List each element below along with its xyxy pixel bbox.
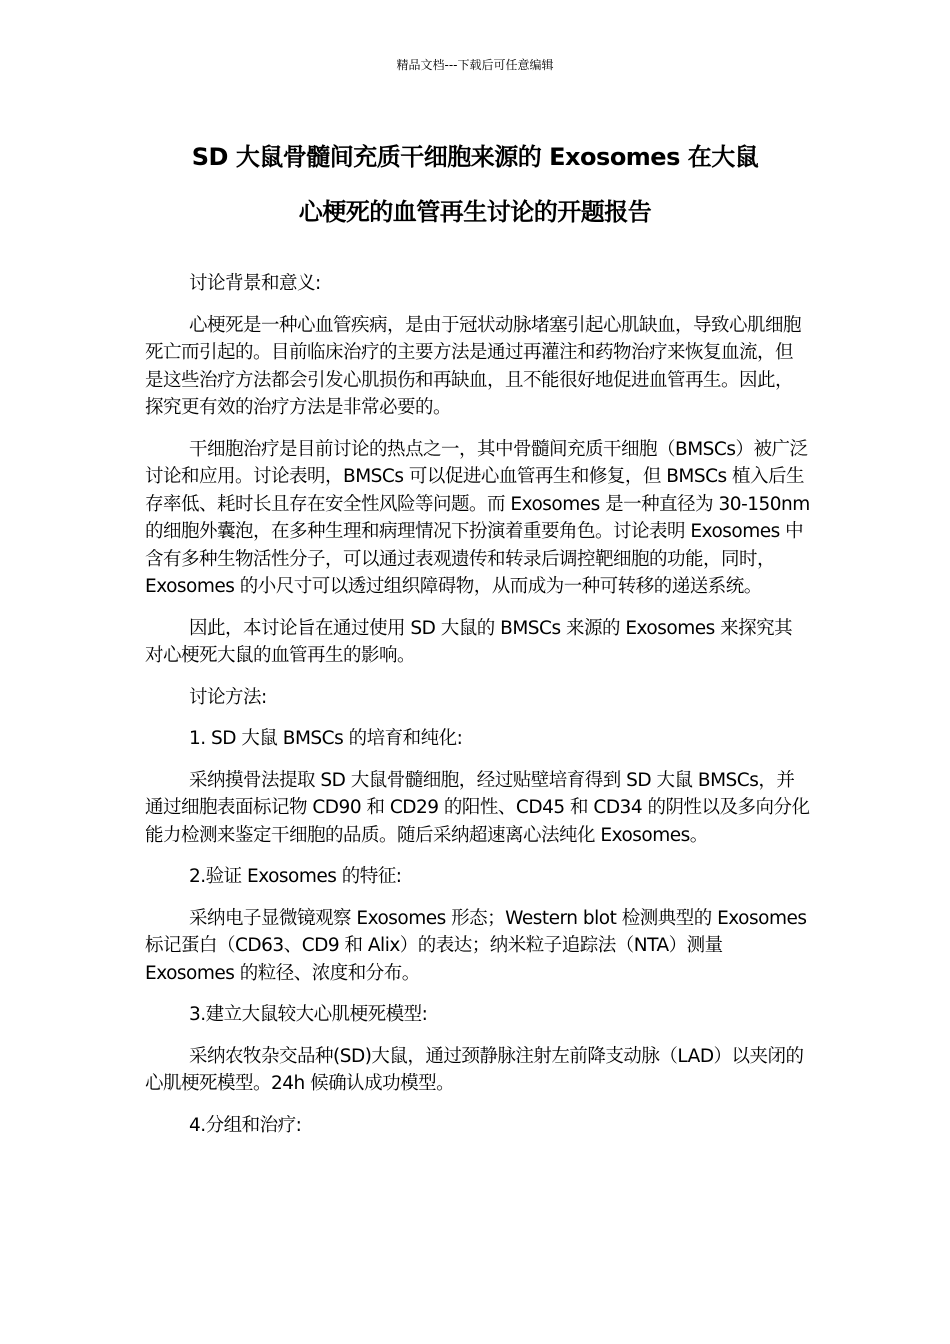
background-heading: 讨论背景和意义: [189, 273, 321, 294]
paragraph: 采纳农牧杂交品种(SD)大鼠，通过颈静脉注射左前降支动脉（LAD）以夹闭的心肌梗死模型。24h 候确认成功模型。 [145, 1045, 804, 1094]
method-1-heading: 1. SD 大鼠 BMSCs 的培育和纯化: [189, 728, 463, 749]
paragraph: 采纳电子显微镜观察 Exosomes 形态；Western blot 检测典型的 Exosomes 标记蛋白（CD63、CD9 和 Alix）的表达；纳米粒子追踪法（NTA）测量 Exosomes 的粒径、浓度和分布。 [145, 907, 807, 984]
title-line-2: 心梗死的血管再生讨论的开题报告 [298, 198, 652, 226]
method-2-heading: 2.验证 Exosomes 的特征: [189, 866, 402, 887]
method-4-heading: 4.分组和治疗: [189, 1114, 302, 1136]
title-line-1: SD 大鼠骨髓间充质干细胞来源的 Exosomes 在大鼠 [191, 143, 759, 171]
paragraph: 因此，本讨论旨在通过使用 SD 大鼠的 BMSCs 来源的 Exosomes 来探究其对心梗死大鼠的血管再生的影响。 [145, 617, 793, 666]
paragraph: 心梗死是一种心血管疾病，是由于冠状动脉堵塞引起心肌缺血，导致心肌细胞死亡而引起的。目前临床治疗的主要方法是通过再灌注和药物治疗来恢复血流，但是这些治疗方法都会引发心肌损伤和再缺血，且不能很好地促进血管再生。因此，探究更有效的治疗方法是非常必要的。 [145, 314, 802, 418]
method-3-heading: 3.建立大鼠较大心肌梗死模型: [189, 1004, 428, 1025]
methods-heading: 讨论方法: [189, 686, 267, 708]
paragraph: 采纳摸骨法提取 SD 大鼠骨髓细胞，经过贴壁培育得到 SD 大鼠 BMSCs，并通过细胞表面标记物 CD90 和 CD29 的阳性、CD45 和 CD34 的阴性以及多向分化能力检测来鉴定干细胞的品质。随后采纳超速离心法纯化 Exosomes。 [145, 769, 810, 846]
page-header: 精品文档---下载后可任意编辑 [396, 58, 554, 72]
paragraph: 干细胞治疗是目前讨论的热点之一，其中骨髓间充质干细胞（BMSCs）被广泛讨论和应用。讨论表明，BMSCs 可以促进心血管再生和修复，但 BMSCs 植入后生存率低、耗时长且存在安全性风险等问题。而 Exosomes 是一种直径为 30-150nm 的细胞外囊泡，在多种生理和病理情况下扮演着重要角色。讨论表明 Exosomes 中含有多种生物活性分子，可以通过表观遗传和转录后调控靶细胞的功能，同时，Exosomes 的小尺寸可以透过组织障碍物，从而成为一种可转移的递送系统。 [145, 438, 810, 597]
document-body [145, 270, 810, 1153]
